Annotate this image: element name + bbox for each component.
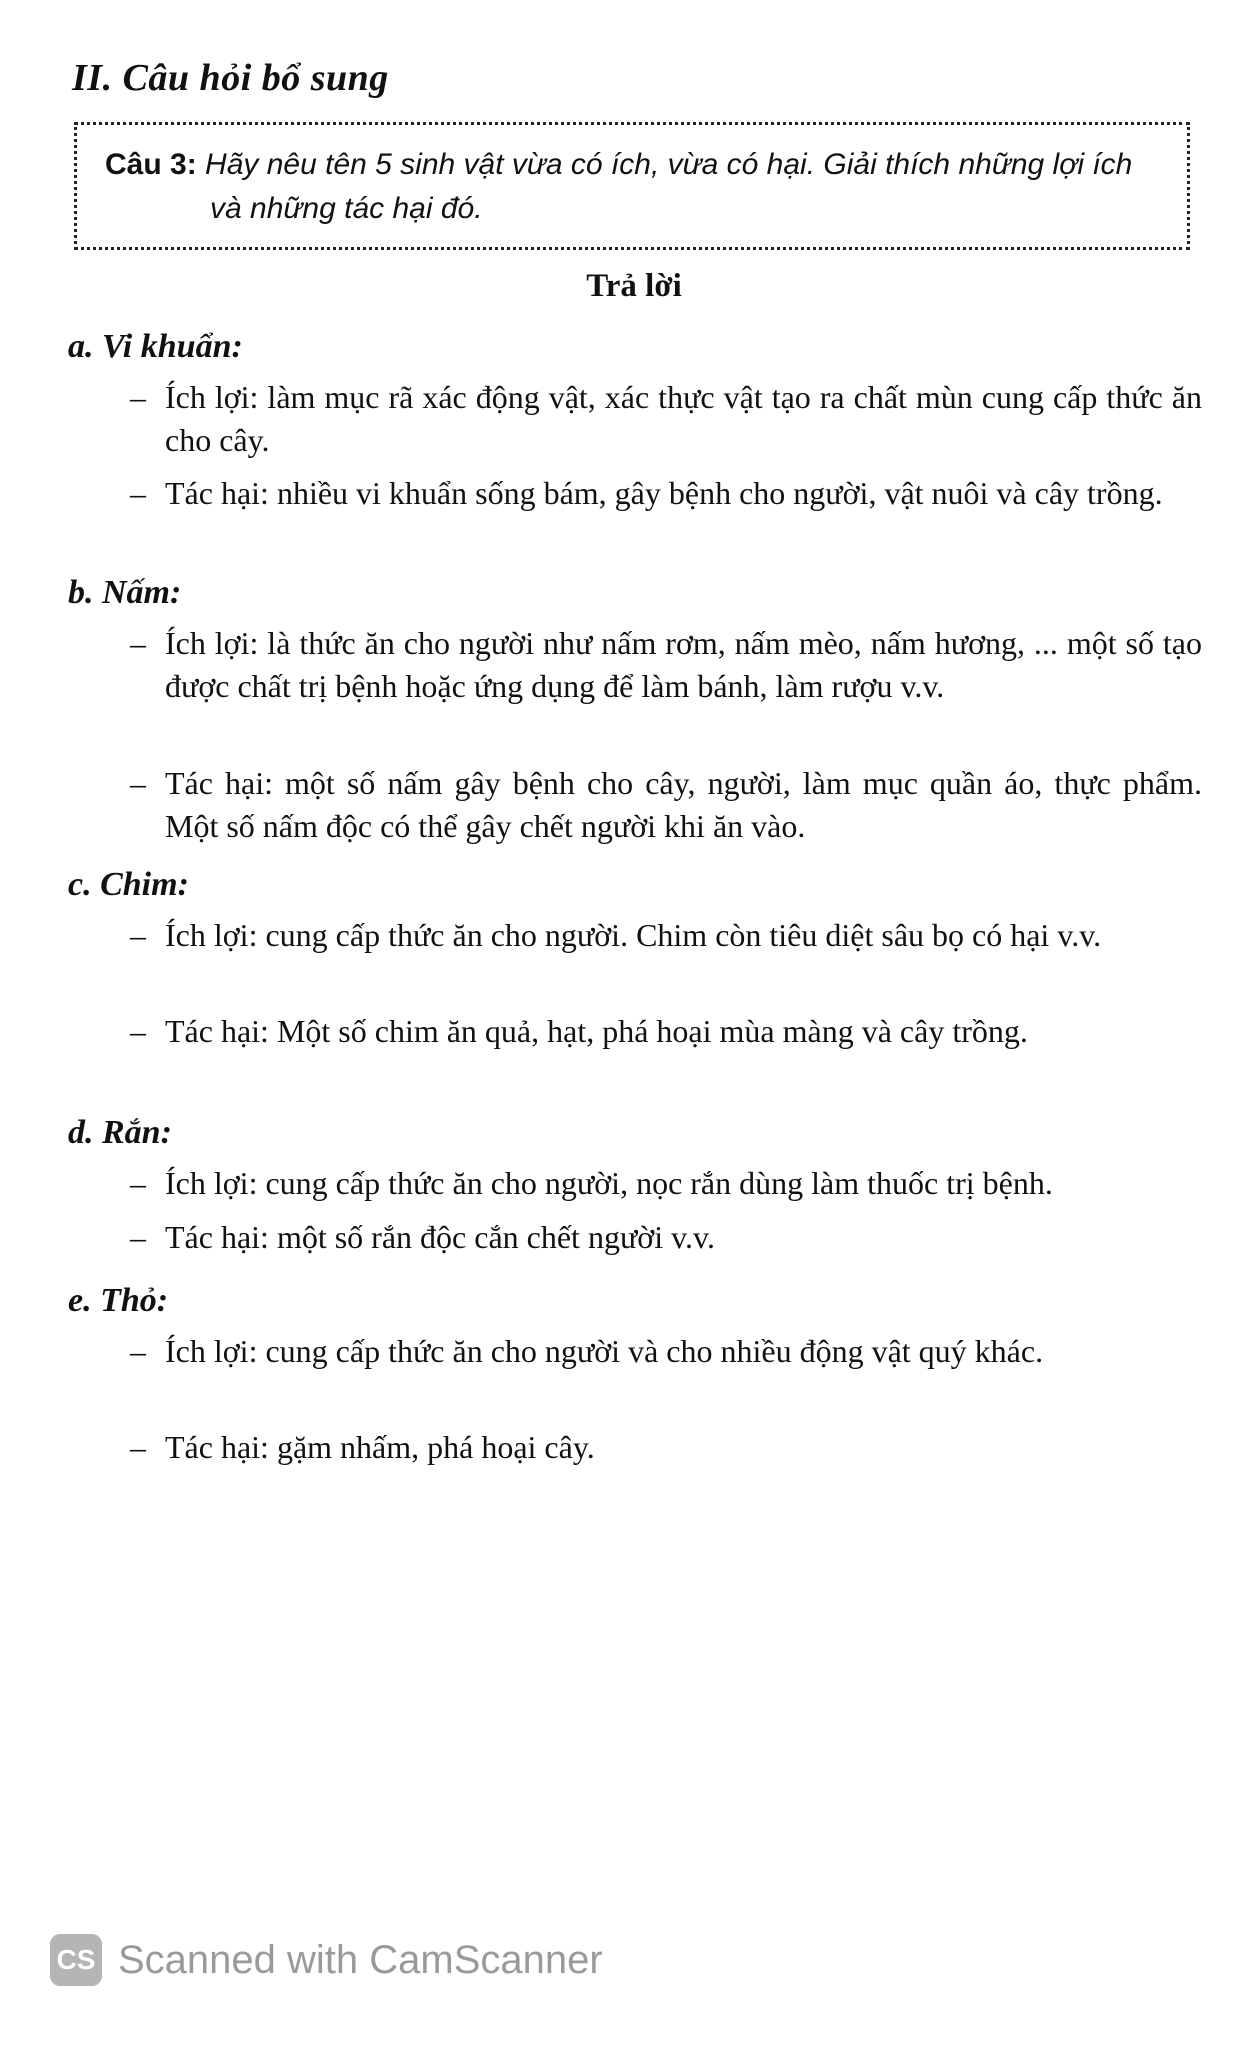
dash-bullet: – (130, 765, 146, 801)
entry-title-ran: d. Rắn: (68, 1114, 172, 1151)
item-text: Ích lợi: làm mục rã xác động vật, xác thực vật tạo ra chất mùn cung cấp thức ăn cho cây. (165, 379, 1202, 458)
list-item (130, 472, 1202, 515)
answer-heading: Trả lời (586, 268, 682, 304)
dash-bullet: – (130, 1333, 146, 1369)
question-box (74, 122, 1190, 250)
item-text: Tác hại: Một số chim ăn quả, hạt, phá hoại mùa màng và cây trồng. (165, 1013, 1028, 1049)
item-text: Tác hại: gặm nhấm, phá hoại cây. (165, 1429, 595, 1465)
list-item (130, 376, 1202, 462)
list-item (130, 914, 1202, 957)
item-text: Tác hại: một số nấm gây bệnh cho cây, người, làm mục quần áo, thực phẩm. Một số nấm độc có thể gây chết người khi ăn vào. (165, 765, 1202, 844)
camscanner-logo-icon: CS (50, 1934, 102, 1986)
dash-bullet: – (130, 1429, 146, 1465)
dash-bullet: – (130, 475, 146, 511)
item-text: Ích lợi: cung cấp thức ăn cho người. Chim còn tiêu diệt sâu bọ có hại v.v. (165, 917, 1102, 953)
item-text: Ích lợi: là thức ăn cho người như nấm rơm, nấm mèo, nấm hương, ... một số tạo được chất trị bệnh hoặc ứng dụng để làm bánh, làm rượu v.v. (165, 625, 1202, 704)
item-text: Ích lợi: cung cấp thức ăn cho người và cho nhiều động vật quý khác. (165, 1333, 1044, 1369)
list-item (130, 1162, 1202, 1205)
dash-bullet: – (130, 1219, 146, 1255)
item-text: Ích lợi: cung cấp thức ăn cho người, nọc rắn dùng làm thuốc trị bệnh. (165, 1165, 1053, 1201)
dash-bullet: – (130, 379, 146, 415)
list-item (130, 1010, 1202, 1053)
question-text-line2: và những tác hại đó. (210, 192, 483, 225)
section-title: II. Câu hỏi bổ sung (72, 57, 389, 99)
watermark-text: Scanned with CamScanner (118, 1937, 603, 1982)
entry-title-chim: c. Chim: (68, 866, 189, 903)
item-text: Tác hại: một số rắn độc cắn chết người v.v. (165, 1219, 715, 1255)
list-item (130, 1216, 1202, 1259)
question-text-line1: Hãy nêu tên 5 sinh vật vừa có ích, vừa có hại. Giải thích những lợi ích (205, 148, 1133, 181)
entry-title-nam: b. Nấm: (68, 574, 182, 611)
camscanner-watermark (50, 1930, 603, 1990)
list-item (130, 762, 1202, 848)
dash-bullet: – (130, 1013, 146, 1049)
dash-bullet: – (130, 1165, 146, 1201)
dash-bullet: – (130, 917, 146, 953)
question-label: Câu 3: (105, 148, 197, 181)
dash-bullet: – (130, 625, 146, 661)
list-item (130, 1330, 1202, 1373)
entry-title-vi-khuan: a. Vi khuẩn: (68, 328, 243, 365)
item-text: Tác hại: nhiều vi khuẩn sống bám, gây bệnh cho người, vật nuôi và cây trồng. (165, 475, 1163, 511)
list-item (130, 1426, 1202, 1469)
list-item (130, 622, 1202, 708)
entry-title-tho: e. Thỏ: (68, 1282, 169, 1319)
